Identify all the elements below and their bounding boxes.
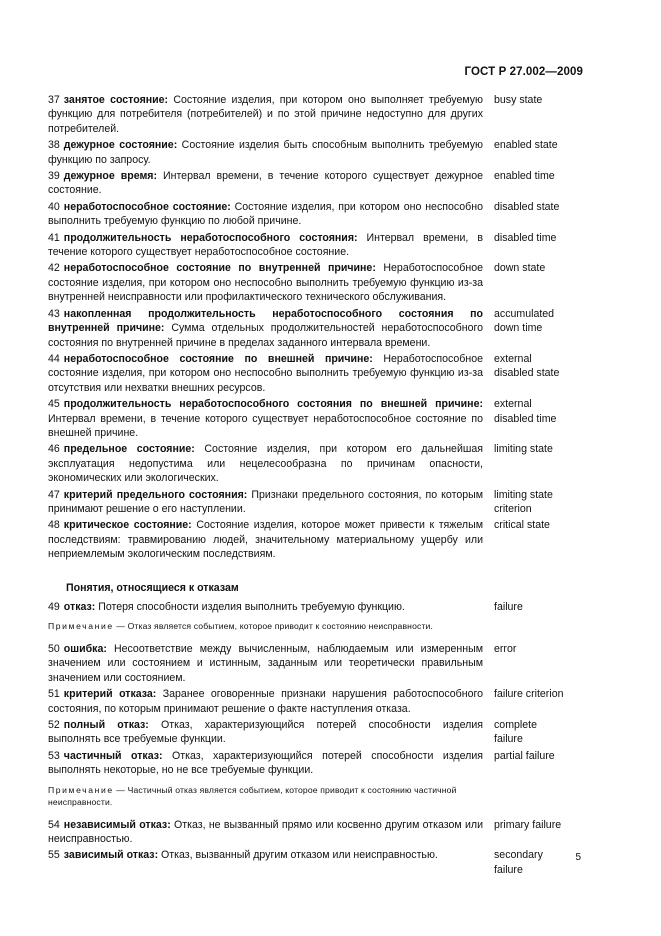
term-name: продолжительность неработоспособного состояния по внешней причине:	[63, 398, 483, 411]
term-name: занятое состояние:	[63, 94, 169, 106]
entry-number: 52	[48, 719, 60, 732]
term-name: критическое состояние:	[63, 519, 192, 532]
term-definition: Потеря способности изделия выполнить требуемую функцию.	[95, 600, 405, 613]
note-text: — Частичный отказ является событием, которое приводит к состоянию частичной неисправности.	[48, 784, 457, 807]
section-title: Понятия, относящиеся к отказам	[66, 581, 239, 594]
entry-number: 45	[48, 398, 60, 411]
english-equivalent: down state	[494, 262, 546, 275]
term-definition: Интервал времени, в течение которого существует неработоспособное состояние по внешней причине.	[48, 412, 483, 439]
entry-number: 50	[48, 643, 60, 655]
entry-number: 37	[48, 94, 60, 106]
term-entry-54	[48, 818, 588, 847]
entry-number: 47	[48, 488, 60, 501]
term-entry-50	[48, 642, 588, 685]
english-equivalent: disabled state	[494, 200, 560, 213]
term-name: зависимый отказ:	[63, 849, 159, 862]
entry-number: 38	[48, 139, 60, 152]
term-name: продолжительность неработоспособного состояния:	[63, 231, 358, 244]
term-definition: Несоответствие между вычисленным, наблюдаемым или измеренным значением или состоянием и истинным, заданным или теоретически правильным значением или состоянием.	[48, 643, 483, 684]
note	[48, 620, 483, 632]
term-entry-40	[48, 200, 588, 229]
term-name: накопленная продолжительность неработоспособного состояния по внутренней причине:	[48, 307, 483, 335]
english-equivalent: failure	[494, 600, 523, 613]
term-definition: Состояние изделия быть способным выполнить требуемую функцию по запросу.	[48, 139, 483, 166]
term-name: независимый отказ:	[63, 818, 171, 831]
english-equivalent: error	[494, 643, 517, 655]
english-equivalent: complete failure	[494, 719, 537, 746]
term-entry-37	[48, 93, 588, 136]
term-name: частичный отказ:	[63, 749, 163, 762]
entry-number: 41	[48, 231, 60, 244]
term-definition: Состояние изделия, при котором его дальнейшая эксплуатация недопустима или нецелесообразна по причинам опасности, экономических или экологических.	[48, 443, 483, 485]
term-entry-48	[48, 518, 588, 561]
entry-number: 55	[48, 849, 60, 862]
term-entry-41	[48, 231, 588, 260]
term-definition: Неработоспособное состояние изделия, при котором оно неспособно выполнить требуемую функцию из-за отсутствия или нехватки внешних ресурсов.	[48, 352, 483, 394]
terms-list	[48, 93, 588, 876]
term-name: полный отказ:	[63, 719, 149, 732]
entry-number: 54	[48, 818, 60, 831]
term-definition: Отказ, вызванный другим отказом или неисправностью.	[158, 849, 438, 862]
term-entry-52	[48, 718, 588, 747]
term-entry-42	[48, 261, 588, 304]
term-definition: Сумма отдельных продолжительностей неработоспособного состояния по внутренней причине в пределах заданного интервала времени.	[48, 322, 483, 349]
term-definition: Признаки предельного состояния, по которым принимают решение о его наступлении.	[48, 488, 484, 515]
term-entry-53	[48, 749, 588, 778]
note	[48, 784, 483, 808]
entry-number: 40	[48, 200, 60, 213]
term-definition: Интервал времени, в течение которого существует дежурное состояние.	[48, 170, 483, 197]
term-name: дежурное состояние:	[63, 139, 178, 152]
english-equivalent: secondary failure	[494, 849, 543, 876]
term-entry-45	[48, 397, 588, 440]
entry-number: 49	[48, 600, 60, 613]
term-name: ошибка:	[63, 643, 107, 655]
term-name: предельное состояние:	[63, 443, 195, 456]
term-definition: Состояние изделия, при котором оно неспособно выполнить требуемую функцию по любой причине.	[48, 200, 483, 228]
term-definition: Неработоспособное состояние изделия, при котором оно неспособно выполнить требуемую функцию из-за внутренней неисправности или профилактического технического обслуживания.	[48, 262, 483, 304]
entry-number: 44	[48, 352, 60, 365]
entry-number: 42	[48, 262, 60, 275]
entry-number: 46	[48, 443, 60, 456]
entry-number: 51	[48, 688, 60, 701]
term-name: критерий отказа:	[63, 688, 157, 701]
term-name: неработоспособное состояние по внутренней причине:	[63, 262, 376, 275]
term-definition: Состояние изделия, при котором оно выполняет требуемую функцию для потребителя (потребителей) и по этой причине недоступно для других потребителей.	[48, 94, 484, 135]
english-equivalent: busy state	[494, 94, 543, 106]
entry-number: 53	[48, 749, 60, 762]
term-name: неработоспособное состояние по внешней причине:	[63, 352, 373, 365]
note-text: — Отказ является событием, которое приводит к состоянию неисправности.	[113, 621, 434, 631]
term-entry-55	[48, 848, 588, 876]
term-definition: Заранее оговоренные признаки нарушения работоспособного состояния, по которым принимают решение о факте наступления отказа.	[48, 688, 483, 715]
term-definition: Состояние изделия, которое может привести к тяжелым последствиям: травмированию людей, значительному материальному ущербу или неприемлемым экологическим последствиям.	[48, 519, 483, 561]
english-equivalent: limiting state criterion	[494, 488, 553, 515]
term-entry-49	[48, 600, 588, 614]
english-equivalent: external disabled time	[494, 398, 557, 425]
english-equivalent: critical state	[494, 519, 550, 532]
term-entry-47	[48, 488, 588, 517]
term-definition: Интервал времени, в течение которого существует неработоспособное состояние.	[48, 231, 483, 259]
english-equivalent: primary failure	[494, 818, 562, 831]
term-name: отказ:	[63, 600, 96, 613]
note-label: Примечание	[48, 784, 114, 795]
term-name: неработоспособное состояние:	[63, 200, 231, 213]
english-equivalent: enabled time	[494, 170, 555, 183]
term-definition: Отказ, характеризующийся потерей способности изделия выполнять все требуемые функции.	[48, 719, 483, 746]
english-equivalent: accumulated down time	[494, 307, 555, 335]
english-equivalent: external disabled state	[494, 352, 560, 380]
entry-number: 43	[48, 307, 60, 320]
entry-number: 39	[48, 170, 60, 183]
page-number: 5	[575, 852, 581, 863]
english-equivalent: limiting state	[494, 443, 553, 456]
document-code: ГОСТ Р 27.002—2009	[464, 66, 583, 78]
english-equivalent: partial failure	[494, 749, 555, 762]
english-equivalent: enabled state	[494, 139, 558, 152]
term-definition: Отказ, не вызванный прямо или косвенно другим отказом или неисправностью.	[48, 818, 483, 846]
english-equivalent: disabled time	[494, 231, 557, 244]
term-entry-44	[48, 352, 588, 395]
term-entry-38	[48, 138, 588, 167]
english-equivalent: failure criterion	[494, 688, 564, 701]
term-entry-46	[48, 442, 588, 485]
term-name: критерий предельного состояния:	[63, 488, 248, 501]
entry-number: 48	[48, 519, 60, 532]
note-label: Примечание	[48, 621, 114, 631]
term-entry-39	[48, 169, 588, 198]
term-definition: Отказ, характеризующийся потерей способности изделия выполнять некоторые, но не все требуемые функции.	[48, 749, 483, 777]
term-entry-43	[48, 307, 588, 350]
term-entry-51	[48, 687, 588, 716]
term-name: дежурное время:	[63, 170, 158, 183]
